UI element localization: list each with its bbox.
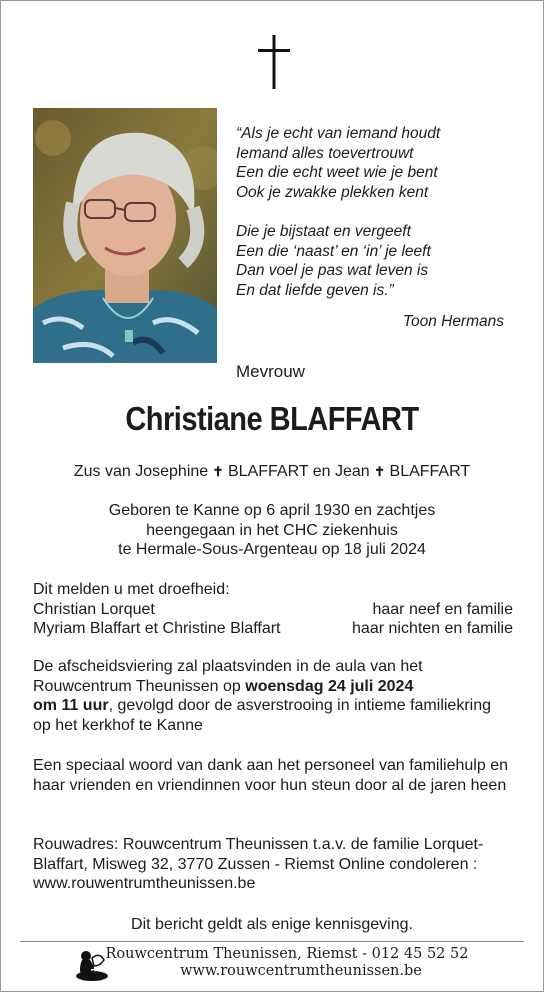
birth-death-line: te Hermale-Sous-Argenteau op 18 juli 2024: [118, 541, 426, 558]
poem-author: Toon Hermans: [402, 313, 504, 331]
mourner-relation: haar neef en familie: [372, 600, 513, 618]
footer-contact: Rouwcentrum Theunissen, Riemst - 012 45 52 52: [105, 946, 469, 962]
poem: [236, 124, 526, 332]
poem-line: Dan voel je pas wat leven is: [236, 262, 429, 280]
birth-death-line: Geboren te Kanne op 6 april 1930 en zachtjes: [108, 502, 436, 519]
siblings-mid: BLAFFART en Jean: [227, 463, 370, 480]
poem-line: Een die echt weet wie je bent: [236, 164, 438, 182]
siblings-line: [0, 462, 544, 482]
address-text: Rouwadres: Rouwcentrum Theunissen t.a.v. de familie Lorquet-Blaffart, Misweg 32, 3770 Zussen - Riemst Online condoleren : www.rouwentrumtheunissen.be: [33, 836, 484, 892]
siblings-prefix: Zus van Josephine: [73, 463, 209, 480]
ceremony-text-part: , gevolgd door de asverstrooing in intieme familiekring op het kerkhof te Kanne: [33, 697, 491, 734]
deceased-name: Christiane BLAFFART: [125, 400, 419, 437]
final-notice: Dit bericht geldt als enige kennisgeving.: [131, 916, 413, 933]
ceremony-text: [33, 657, 513, 735]
ceremony-time: om 11 uur: [33, 697, 109, 714]
mourner-row: [33, 619, 513, 639]
siblings-suffix: BLAFFART: [389, 463, 471, 480]
honorific: Mevrouw: [236, 362, 305, 381]
mourners-list: [33, 580, 513, 639]
poem-line: En dat liefde geven is.”: [236, 281, 394, 299]
poem-line: Ook je zwakke plekken kent: [236, 183, 429, 201]
birth-death-line: heengegaan in het CHC ziekenhuis: [146, 521, 398, 539]
mourner-name: Christian Lorquet: [33, 600, 155, 618]
mourner-relation: haar nichten en familie: [352, 620, 513, 637]
poem-line: Een die ‘naast’ en ‘in’ je leeft: [236, 242, 431, 260]
footer: [0, 946, 544, 980]
ceremony-date: woensdag 24 juli 2024: [245, 677, 414, 695]
poem-line: Iemand alles toevertrouwt: [236, 144, 414, 162]
poem-line: Die je bijstaat en vergeeft: [236, 222, 411, 240]
poem-stanza-2: [236, 222, 526, 300]
divider: [20, 941, 524, 942]
mourner-row: [33, 600, 513, 620]
dagger-icon: ✝: [212, 464, 224, 479]
mourners-intro: Dit melden u met droefheid:: [33, 581, 230, 598]
birth-death-text: [0, 501, 544, 560]
poem-line: “Als je echt van iemand houdt: [236, 125, 441, 142]
thanks-text: Een speciaal woord van dank aan het personeel van familiehulp en haar vrienden en vriendinnen voor hun steun door al de jaren heen: [33, 757, 508, 794]
portrait-photo: [33, 108, 217, 363]
ceremony-text-part: De afscheidsviering zal plaatsvinden in de aula van het Rouwcentrum Theunissen op: [33, 658, 423, 695]
footer-website: www.rouwcentrumtheunissen.be: [180, 963, 422, 979]
mourner-name: Myriam Blaffart et Christine Blaffart: [33, 620, 281, 637]
cross-icon: [258, 35, 290, 89]
poem-stanza-1: [236, 124, 526, 202]
dagger-icon: ✝: [374, 464, 386, 479]
